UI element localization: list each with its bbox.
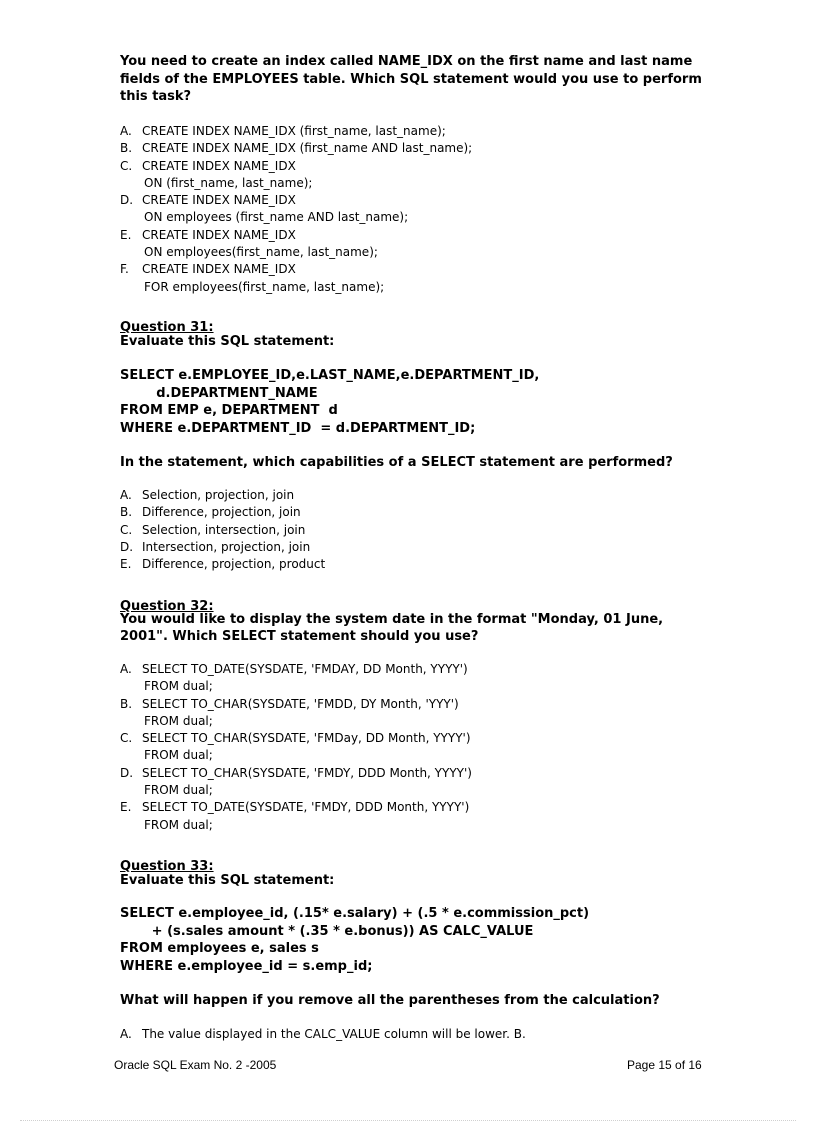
option-text: Intersection, projection, join xyxy=(142,539,311,554)
option-line xyxy=(120,799,720,816)
option-letter: F. xyxy=(120,262,129,277)
option-e xyxy=(120,799,720,834)
option-line xyxy=(120,765,720,782)
option-continuation-line: FROM dual; xyxy=(144,679,213,694)
q31-options xyxy=(120,487,720,573)
option-continuation-line: FROM dual; xyxy=(144,713,213,728)
option-d xyxy=(120,192,720,227)
option-text: CREATE INDEX NAME_IDX xyxy=(142,158,296,173)
option-text: SELECT TO_CHAR(SYSDATE, 'FMDD, DY Month, 'YYY') xyxy=(142,696,459,711)
option-letter: C. xyxy=(120,731,133,746)
option-a xyxy=(120,661,720,696)
q32-number: Question 32: xyxy=(120,599,214,614)
sql-line: + (s.sales amount * (.35 * e.bonus)) AS CALC_VALUE xyxy=(120,923,534,939)
footer-exam-title: Oracle SQL Exam No. 2 -2005 xyxy=(114,1058,277,1072)
option-text: SELECT TO_DATE(SYSDATE, 'FMDAY, DD Month, YYYY') xyxy=(142,662,468,676)
option-b xyxy=(120,504,720,521)
option-letter: A. xyxy=(120,662,132,676)
q33-options xyxy=(120,1026,720,1043)
option-e xyxy=(120,227,720,262)
option-line xyxy=(120,123,720,140)
option-continuation-line: FROM dual; xyxy=(144,783,213,798)
option-text: Difference, projection, product xyxy=(142,557,326,572)
option-line xyxy=(120,696,720,713)
option-text: Selection, intersection, join xyxy=(142,522,306,537)
option-letter: D. xyxy=(120,765,134,780)
q31-sql-block xyxy=(120,367,539,437)
option-continuation-line: ON (first_name, last_name); xyxy=(144,175,313,190)
sql-line: FROM EMP e, DEPARTMENT d xyxy=(120,403,338,418)
option-a xyxy=(120,123,720,140)
q32-question-text: You would like to display the system date in the format "Monday, 01 June, 2001". Which SELECT statement should you use? xyxy=(120,612,664,644)
footer-page-number: Page 15 of 16 xyxy=(627,1058,702,1072)
q33-header xyxy=(120,860,334,888)
option-letter: E. xyxy=(120,557,132,572)
option-f xyxy=(120,261,720,296)
page-bottom-divider xyxy=(20,1120,796,1121)
option-c xyxy=(120,158,720,193)
option-line xyxy=(120,1026,720,1043)
option-continuation-line: FOR employees(first_name, last_name); xyxy=(144,279,385,294)
option-c xyxy=(120,730,720,765)
sql-line: FROM employees e, sales s xyxy=(120,941,319,956)
option-c xyxy=(120,522,720,539)
option-d xyxy=(120,765,720,800)
q31-number: Question 31: xyxy=(120,320,214,335)
sql-line: WHERE e.DEPARTMENT_ID = d.DEPARTMENT_ID; xyxy=(120,420,476,436)
option-text: SELECT TO_DATE(SYSDATE, 'FMDY, DDD Month, YYYY') xyxy=(142,800,470,815)
option-letter: A. xyxy=(120,124,132,138)
option-letter: E. xyxy=(120,227,132,242)
option-text: Difference, projection, join xyxy=(142,505,301,520)
option-a xyxy=(120,487,720,504)
option-a xyxy=(120,1026,720,1043)
option-letter: B. xyxy=(120,505,133,520)
sql-line: SELECT e.EMPLOYEE_ID,e.LAST_NAME,e.DEPARTMENT_ID, xyxy=(120,368,540,383)
option-text: CREATE INDEX NAME_IDX (first_name, last_name); xyxy=(142,124,446,138)
q33-question-text: What will happen if you remove all the parentheses from the calculation? xyxy=(120,993,660,1008)
sql-line: SELECT e.employee_id, (.15* e.salary) + (.5 * e.commission_pct) xyxy=(120,906,590,921)
q33-intro: Evaluate this SQL statement: xyxy=(120,873,335,888)
option-text: CREATE INDEX NAME_IDX xyxy=(142,227,296,242)
q31-question-text: In the statement, which capabilities of a SELECT statement are performed? xyxy=(120,455,673,470)
option-letter: A. xyxy=(120,488,132,502)
option-letter: D. xyxy=(120,539,134,554)
option-e xyxy=(120,556,720,573)
q31-header xyxy=(120,321,334,349)
option-text: CREATE INDEX NAME_IDX xyxy=(142,262,296,277)
option-text: The value displayed in the CALC_VALUE column will be lower. B. xyxy=(142,1027,526,1041)
option-text: CREATE INDEX NAME_IDX (first_name AND last_name); xyxy=(142,141,473,156)
option-b xyxy=(120,696,720,731)
option-text: SELECT TO_CHAR(SYSDATE, 'FMDY, DDD Month, YYYY') xyxy=(142,765,472,780)
sql-line: d.DEPARTMENT_NAME xyxy=(120,385,318,401)
option-line xyxy=(120,730,720,747)
option-letter: D. xyxy=(120,193,134,208)
option-line xyxy=(120,158,720,175)
option-letter: B. xyxy=(120,141,133,156)
option-line xyxy=(120,539,720,556)
option-line xyxy=(120,556,720,573)
option-letter: A. xyxy=(120,1027,132,1041)
option-text: SELECT TO_CHAR(SYSDATE, 'FMDay, DD Month, YYYY') xyxy=(142,731,471,746)
option-letter: E. xyxy=(120,800,132,815)
q33-number: Question 33: xyxy=(120,859,214,874)
option-line xyxy=(120,261,720,278)
option-line xyxy=(120,487,720,504)
option-line xyxy=(120,192,720,209)
q33-sql-block xyxy=(120,905,589,975)
q31-intro: Evaluate this SQL statement: xyxy=(120,334,335,349)
q32-options xyxy=(120,661,720,834)
option-line xyxy=(120,661,720,678)
option-continuation-line: FROM dual; xyxy=(144,817,213,832)
q30-question-text: You need to create an index called NAME_IDX on the first name and last name fields of the EMPLOYEES table. Which SQL statement would you use to perform this task? xyxy=(120,54,702,104)
option-continuation-line: ON employees (first_name AND last_name); xyxy=(144,210,409,225)
option-line xyxy=(120,140,720,157)
option-letter: C. xyxy=(120,158,133,173)
option-text: Selection, projection, join xyxy=(142,488,295,502)
option-letter: B. xyxy=(120,696,133,711)
option-line xyxy=(120,227,720,244)
option-letter: C. xyxy=(120,522,133,537)
option-continuation-line: FROM dual; xyxy=(144,748,213,763)
option-line xyxy=(120,504,720,521)
option-d xyxy=(120,539,720,556)
option-text: CREATE INDEX NAME_IDX xyxy=(142,193,296,208)
option-line xyxy=(120,522,720,539)
option-b xyxy=(120,140,720,157)
sql-line: WHERE e.employee_id = s.emp_id; xyxy=(120,958,373,974)
option-continuation-line: ON employees(first_name, last_name); xyxy=(144,245,378,260)
q30-options xyxy=(120,123,720,296)
